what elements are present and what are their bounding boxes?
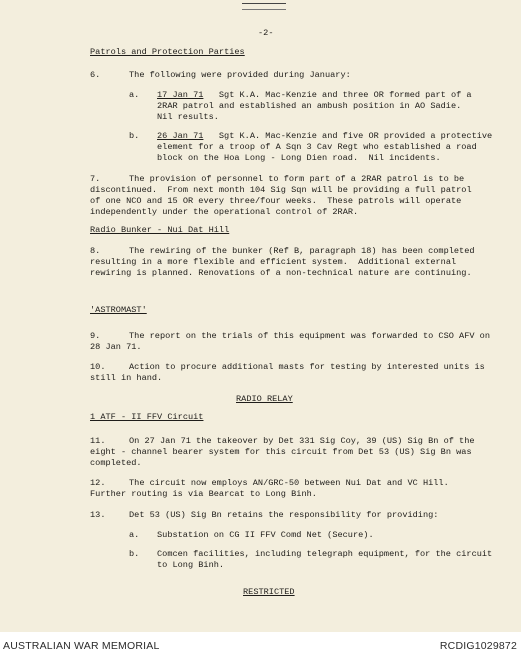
section-heading-circuit: 1 ATF - II FFV Circuit: [90, 412, 204, 422]
para-6b-line-1: 26 Jan 71 Sgt K.A. Mac-Kenzie and five OR provided a protective: [157, 131, 493, 141]
para-6-text: The following were provided during January:: [129, 70, 351, 80]
para-9-line-2: 28 Jan 71.: [90, 342, 142, 352]
para-6b-line-3: block on the Hoa Long - Long Dien road. Nil incidents.: [157, 153, 441, 163]
para-12-line-1: The circuit now employs AN/GRC-50 between Nui Dat and VC Hill.: [129, 478, 449, 488]
footer-source: AUSTRALIAN WAR MEMORIAL: [3, 640, 160, 652]
para-8-line-3: rewiring is planned. Renovations of a non-technical nature are continuing.: [90, 268, 472, 278]
section-heading-radio-relay: RADIO RELAY: [236, 394, 293, 404]
footer-reference: RCDIG1029872: [439, 640, 517, 652]
para-6a-date: 17 Jan 71: [157, 90, 204, 100]
para-8-line-1: The rewiring of the bunker (Ref B, paragraph 18) has been completed: [129, 246, 475, 256]
para-13a-label: a.: [129, 530, 140, 540]
para-11-line-3: completed.: [90, 458, 142, 468]
para-10-line-2: still in hand.: [90, 373, 163, 383]
para-9-number: 9.: [90, 331, 101, 341]
para-6-number: 6.: [90, 70, 101, 80]
para-6b-label: b.: [129, 131, 140, 141]
para-10-number: 10.: [90, 362, 106, 372]
para-7-line-4: independently under the operational control of 2RAR.: [90, 207, 359, 217]
para-13a-line-1: Substation on CG II FFV Comd Net (Secure).: [157, 530, 374, 540]
para-6b-date: 26 Jan 71: [157, 131, 204, 141]
para-8-line-2: resulting in a more flexible and efficient system. Additional external: [90, 257, 457, 267]
para-6b-line-2: element for a troop of A Sqn 3 Cav Regt who established a road: [157, 142, 477, 152]
para-7-line-1: The provision of personnel to form part of a 2RAR patrol is to be: [129, 174, 465, 184]
section-heading-patrols: Patrols and Protection Parties: [90, 47, 245, 57]
page-number: -2-: [258, 28, 274, 38]
para-11-number: 11.: [90, 436, 106, 446]
para-13b-line-2: to Long Binh.: [157, 560, 225, 570]
para-12-number: 12.: [90, 478, 106, 488]
para-11-line-1: On 27 Jan 71 the takeover by Det 331 Sig Coy, 39 (US) Sig Bn of the: [129, 436, 475, 446]
para-13b-label: b.: [129, 549, 140, 559]
para-10-line-1: Action to procure additional masts for testing by interested units is: [129, 362, 485, 372]
para-13-line-1: Det 53 (US) Sig Bn retains the responsibility for providing:: [129, 510, 439, 520]
para-6a-label: a.: [129, 90, 140, 100]
para-7-line-2: discontinued. From next month 104 Sig Sqn will be providing a full patrol: [90, 185, 472, 195]
classification-footer: RESTRICTED: [243, 587, 295, 597]
para-13b-line-1: Comcen facilities, including telegraph equipment, for the circuit: [157, 549, 493, 559]
para-13-number: 13.: [90, 510, 106, 520]
para-8-number: 8.: [90, 246, 101, 256]
section-heading-radio-bunker: Radio Bunker - Nui Dat Hill: [90, 225, 230, 235]
section-heading-astromast: 'ASTROMAST': [90, 305, 147, 315]
para-12-line-2: Further routing is via Bearcat to Long Binh.: [90, 489, 317, 499]
para-7-line-3: of one NCO and 15 OR every three/four weeks. These patrols will operate: [90, 196, 462, 206]
para-6a-line-1: 17 Jan 71 Sgt K.A. Mac-Kenzie and three OR formed part of a: [157, 90, 472, 100]
para-6a-line-3: Nil results.: [157, 112, 219, 122]
para-7-number: 7.: [90, 174, 101, 184]
para-9-line-1: The report on the trials of this equipment was forwarded to CSO AFV on: [129, 331, 490, 341]
archive-footer: [0, 638, 521, 654]
classification-mark-top: [242, 3, 286, 10]
para-11-line-2: eight - channel bearer system for this circuit from Det 53 (US) Sig Bn was: [90, 447, 472, 457]
para-6a-line-2: 2RAR patrol and established an ambush position in AO Sadie.: [157, 101, 462, 111]
